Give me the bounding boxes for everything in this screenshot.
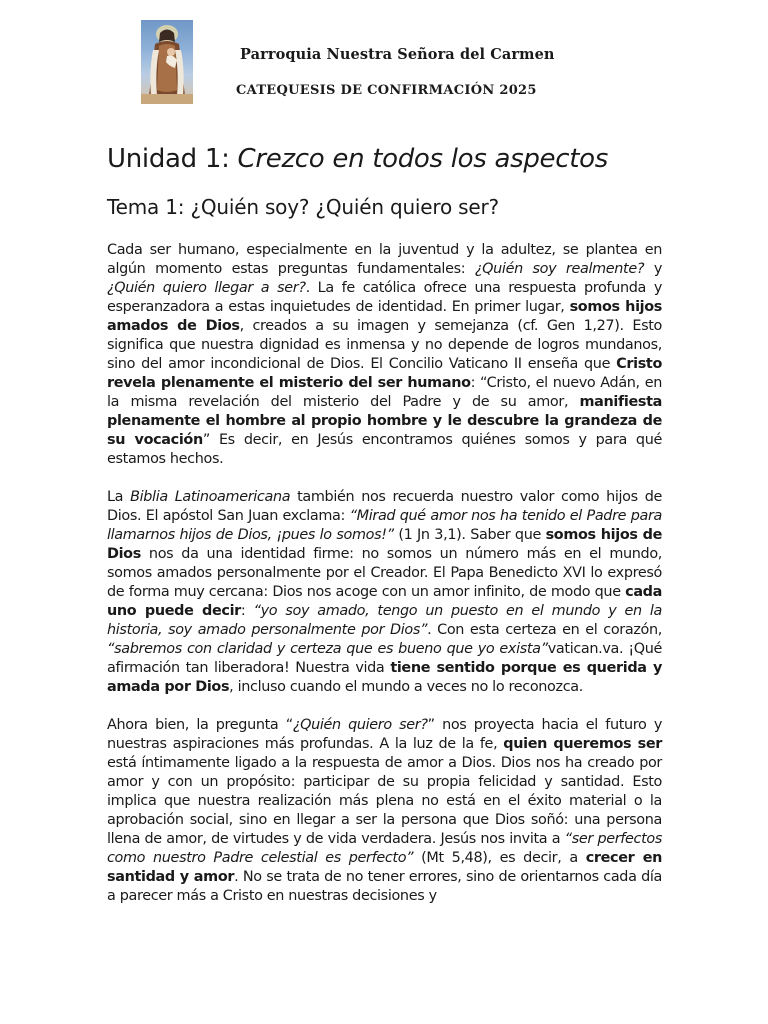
text-span: ” nos proyecta hacia el futuro y nuestras aspiraciones más profundas. A la luz de la fe, — [107, 717, 662, 752]
document-body — [107, 140, 662, 906]
bold-span: crecer en santidad y amor — [107, 850, 663, 885]
parish-name: Parroquia Nuestra Señora del Carmen — [240, 46, 555, 63]
text-span: nos da una identidad firme: no somos un número más en el mundo, somos amados personalmente por el Creador. El Papa Benedicto XVI lo expresó de forma muy cercana: Dios nos acoge con un amor infinito, de modo que — [107, 546, 662, 600]
virgin-del-carmen-image — [141, 20, 193, 104]
italic-span: ¿Quién quiero llegar a ser? — [107, 280, 306, 296]
text-span: . La fe católica ofrece una respuesta profunda y esperanzadora a estas inquietudes de identidad. En primer lugar, — [107, 280, 663, 315]
topic-heading: Tema 1: ¿Quién soy? ¿Quién quiero ser? — [107, 195, 499, 219]
paragraph-1 — [107, 241, 662, 469]
text-span: (1 Jn 3,1). Saber que — [393, 527, 546, 543]
unit-title: Crezco en todos los aspectos — [237, 144, 608, 174]
text-span: ” Es decir, en Jesús encontramos quiénes somos y para qué estamos hechos. — [107, 432, 662, 467]
text-span: , incluso cuando el mundo a veces no lo reconozca. — [229, 679, 583, 695]
text-span: también nos recuerda nuestro valor como hijos de Dios. El apóstol San Juan exclama: — [107, 489, 662, 524]
text-span: , creados a su imagen y semejanza (cf. Gen 1,27). Esto significa que nuestra dignidad es inmensa y no depende de logros mundanos, sino del amor incondicional de Dios. El Concilio Vaticano II enseña que — [107, 318, 662, 372]
text-span: vatican.va. ¡Qué afirmación tan liberadora! Nuestra vida — [107, 641, 662, 676]
italic-span: “Mirad qué amor nos ha tenido el Padre para llamarnos hijos de Dios, ¡pues lo somos!” — [107, 508, 662, 543]
document-header — [0, 0, 768, 120]
bold-span: Cristo revela plenamente el misterio del ser humano — [107, 356, 662, 391]
text-span: Ahora bien, la pregunta “ — [107, 717, 293, 733]
virgin-del-carmen-icon — [141, 20, 193, 104]
bold-span: cada uno puede decir — [107, 584, 662, 619]
unit-prefix: Unidad 1: — [107, 144, 238, 174]
text-span: está íntimamente ligado a la respuesta de amor a Dios. Dios nos ha creado por amor y con un propósito: participar de su propia felicidad y santidad. Esto implica que nuestra realización más plena no está en el éxito material o la aprobación social, sino en llegar a ser la persona que Dios soñó: una persona llena de amor, de virtudes y de vida verdadera. Jesús nos invita a — [107, 755, 662, 847]
unit-heading — [107, 140, 662, 178]
bold-span: manifiesta plenamente el hombre al propio hombre y le descubre la grandeza de su vocación — [107, 394, 662, 448]
paragraph-2 — [107, 488, 662, 697]
paragraph-3 — [107, 716, 662, 906]
text-span: (Mt 5,48), es decir, a — [413, 850, 586, 866]
italic-span: “ser perfectos como nuestro Padre celestial es perfecto” — [107, 831, 662, 866]
italic-span: Biblia Latinoamericana — [130, 489, 291, 505]
text-span: Cada ser humano, especialmente en la juventud y la adultez, se plantea en algún momento estas preguntas fundamentales: — [107, 242, 662, 277]
program-title: CATEQUESIS DE CONFIRMACIÓN 2025 — [236, 83, 537, 98]
bold-span: somos hijos amados de Dios — [107, 299, 662, 334]
text-span: La — [107, 489, 131, 505]
italic-span: ¿Quién quiero ser? — [292, 717, 428, 733]
bold-span: somos hijos de Dios — [107, 527, 662, 562]
text-span: : “Cristo, el nuevo Adán, en la misma revelación del misterio del Padre y de su amor, — [107, 375, 662, 410]
bold-span: tiene sentido porque es querida y amada por Dios — [107, 660, 662, 695]
text-span: . Con esta certeza en el corazón, — [427, 622, 662, 638]
italic-span: “sabremos con claridad y certeza que es bueno que yo exista” — [107, 641, 548, 657]
bold-span: quien queremos ser — [503, 736, 662, 752]
text-span: y — [644, 261, 662, 277]
italic-span: “yo soy amado, tengo un puesto en el mundo y en la historia, soy amado personalmente por Dios” — [107, 603, 662, 638]
text-span: . No se trata de no tener errores, sino de orientarnos cada día a parecer más a Cristo en nuestras decisiones y — [107, 869, 662, 904]
text-span: : — [240, 603, 254, 619]
italic-span: ¿Quién soy realmente? — [474, 261, 645, 277]
